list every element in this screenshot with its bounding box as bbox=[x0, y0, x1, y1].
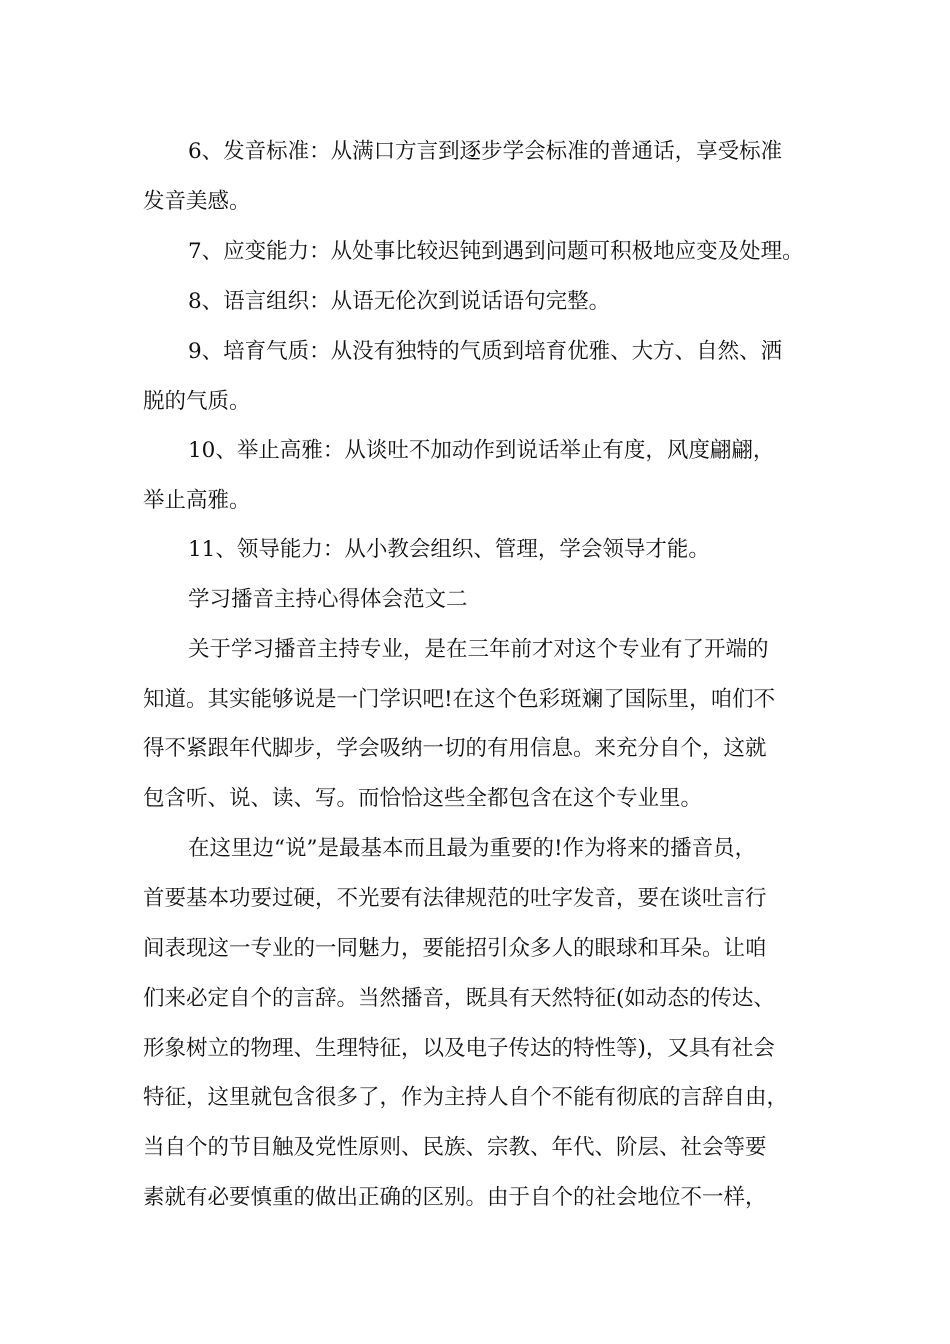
text-line: 知道。其实能够说是一门学识吧!在这个色彩斑斓了国际里，咱们不 bbox=[143, 687, 776, 712]
text-line: 包含听、说、读、写。而恰恰这些全都包含在这个专业里。 bbox=[143, 786, 703, 811]
text-line: 11、领导能力：从小教会组织、管理，学会领导才能。 bbox=[188, 537, 710, 562]
text-line: 9、培育气质：从没有独特的气质到培育优雅、大方、自然、洒 bbox=[188, 339, 783, 364]
text-line: 形象树立的物理、生理特征，以及电子传达的特性等)，又具有社会 bbox=[143, 1036, 775, 1061]
section-heading: 学习播音主持心得体会范文二 bbox=[188, 587, 468, 612]
text-line: 举止高雅。 bbox=[143, 488, 251, 513]
text-line: 特征，这里就包含很多了，作为主持人自个不能有彻底的言辞自由， bbox=[143, 1085, 789, 1110]
text-line: 间表现这一专业的一同魅力，要能招引众多人的眼球和耳朵。让咱 bbox=[143, 936, 767, 961]
text-line: 7、应变能力：从处事比较迟钝到遇到问题可积极地应变及处理。 bbox=[188, 239, 804, 264]
text-line: 关于学习播音主持专业，是在三年前才对这个专业有了开端的 bbox=[188, 637, 769, 662]
text-line: 首要基本功要过硬，不光要有法律规范的吐字发音，要在谈吐言行 bbox=[143, 886, 767, 911]
text-line: 脱的气质。 bbox=[143, 389, 251, 414]
text-line: 6、发音标准：从满口方言到逐步学会标准的普通话，享受标准 bbox=[188, 139, 783, 164]
text-line: 10、举止高雅：从谈吐不加动作到说话举止有度，风度翩翩， bbox=[188, 438, 775, 463]
text-line: 8、语言组织：从语无伦次到说话语句完整。 bbox=[188, 289, 611, 314]
text-line: 发音美感。 bbox=[143, 189, 251, 214]
text-line: 们来必定自个的言辞。当然播音，既具有天然特征(如动态的传达、 bbox=[143, 986, 775, 1011]
text-line: 得不紧跟年代脚步，学会吸纳一切的有用信息。来充分自个，这就 bbox=[143, 736, 767, 761]
text-line: 在这里边“说”是最基本而且最为重要的!作为将来的播音员， bbox=[188, 836, 757, 861]
text-line: 当自个的节目触及党性原则、民族、宗教、年代、阶层、社会等要 bbox=[143, 1135, 767, 1160]
text-line: 素就有必要慎重的做出正确的区别。由于自个的社会地位不一样， bbox=[143, 1185, 767, 1210]
